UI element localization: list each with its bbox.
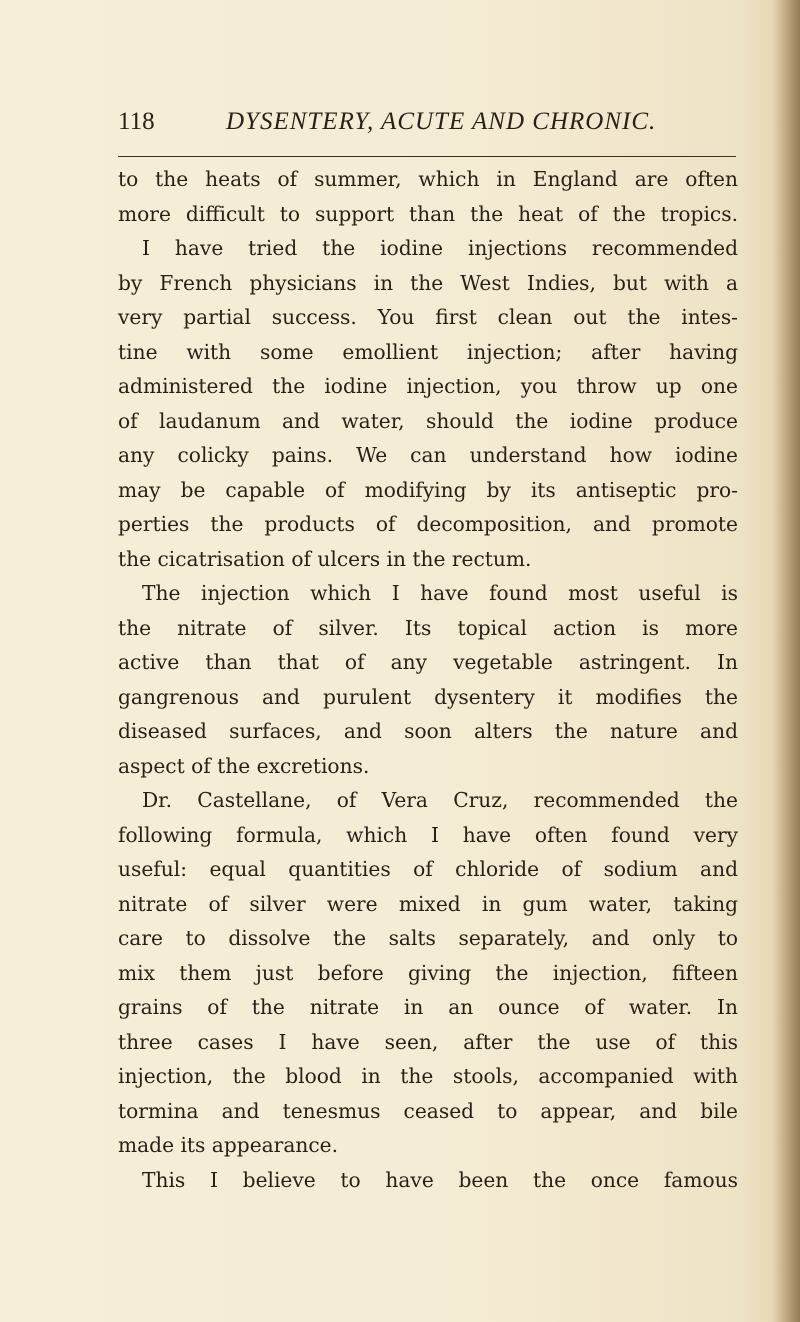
page-number: 118 <box>118 108 155 135</box>
text-line: perties the products of decomposition, and promote <box>118 512 738 536</box>
text-line: diseased surfaces, and soon alters the nature and <box>118 719 738 743</box>
text-line: This I believe to have been the once famous <box>142 1167 738 1192</box>
text-line: three cases I have seen, after the use of this <box>118 1029 738 1054</box>
text-line: active than that of any vegetable astringent. In <box>118 650 738 674</box>
text-line: Dr. Castellane, of Vera Cruz, recommended the <box>142 788 738 812</box>
text-line: to the heats of summer, which in England are often <box>118 167 738 191</box>
running-head: DYSENTERY, ACUTE AND CHRONIC. <box>226 108 657 135</box>
text-line: useful: equal quantities of chloride of sodium and <box>118 857 738 881</box>
text-line: tine with some emollient injection; after having <box>118 339 738 364</box>
text-line: care to dissolve the salts separately, and only to <box>118 926 738 950</box>
text-line: may be capable of modifying by its antiseptic pro- <box>118 477 738 502</box>
text-line: gangrenous and purulent dysentery it modifies the <box>118 684 738 709</box>
text-line: tormina and tenesmus ceased to appear, and bile <box>118 1098 738 1123</box>
text-line: I have tried the iodine injections recommended <box>142 236 738 260</box>
text-line: the nitrate of silver. Its topical action is more <box>118 615 738 640</box>
text-line: injection, the blood in the stools, accompanied with <box>118 1064 738 1088</box>
text-line: the cicatrisation of ulcers in the rectum. <box>118 546 532 571</box>
text-line: of laudanum and water, should the iodine produce <box>118 408 738 433</box>
text-line: any colicky pains. We can understand how iodine <box>118 443 738 467</box>
text-line: more difficult to support than the heat of the tropics. <box>118 201 738 226</box>
header-rule <box>118 156 736 157</box>
text-line: aspect of the excretions. <box>118 753 370 778</box>
text-line: mix them just before giving the injection, fifteen <box>118 960 738 985</box>
text-line: grains of the nitrate in an ounce of water. In <box>118 995 738 1019</box>
text-line: administered the iodine injection, you throw up one <box>118 374 738 398</box>
text-line: made its appearance. <box>118 1133 339 1157</box>
body-text <box>118 162 738 1197</box>
page-header <box>118 108 738 148</box>
text-line: by French physicians in the West Indies, but with a <box>118 270 738 295</box>
text-line: The injection which I have found most useful is <box>142 581 738 605</box>
text-line: following formula, which I have often found very <box>118 822 738 847</box>
page-binding-edge <box>772 0 800 1322</box>
text-line: nitrate of silver were mixed in gum water, taking <box>118 891 738 916</box>
text-line: very partial success. You first clean out the intes- <box>118 305 738 329</box>
